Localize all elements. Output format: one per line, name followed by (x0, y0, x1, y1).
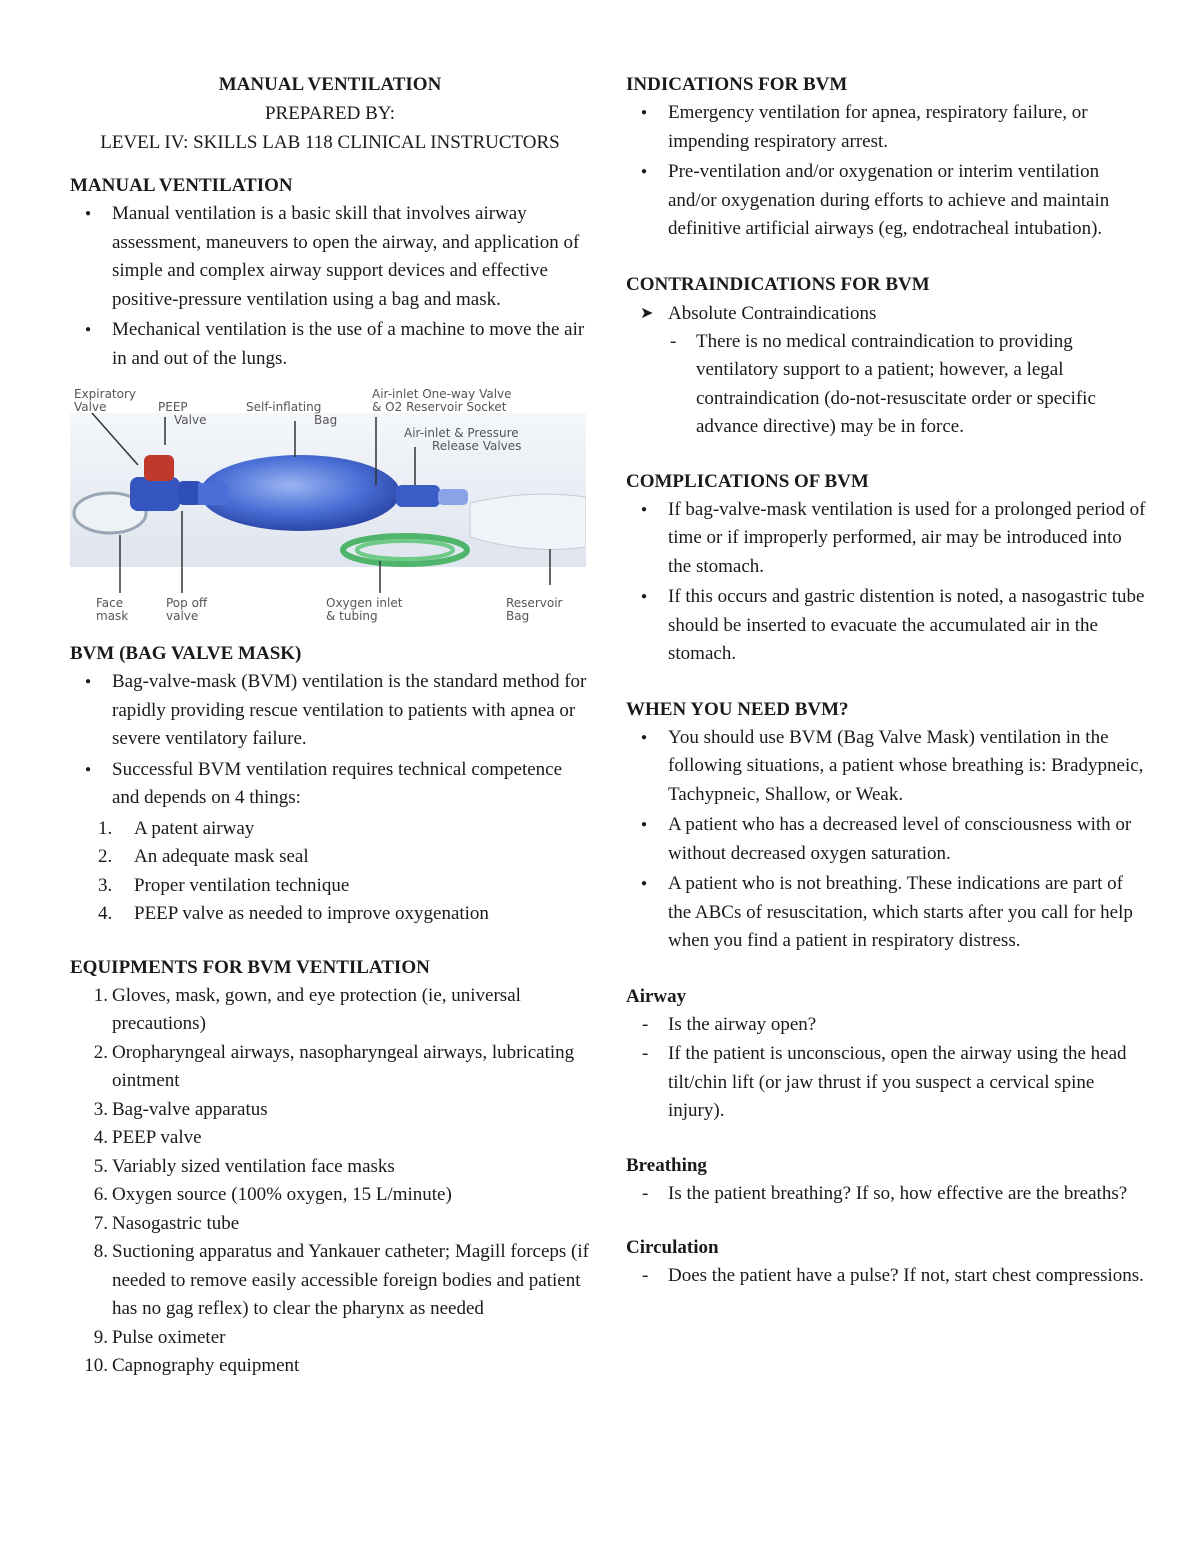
label-pop-off-valve: Pop off (166, 596, 208, 610)
list-item (93, 982, 590, 1039)
list-item (93, 1124, 590, 1153)
label-pressure-release-2: Release Valves (432, 439, 522, 453)
prepared-by: PREPARED BY: (264, 103, 396, 124)
list-item (93, 1096, 590, 1125)
list-item: - There is no medical contraindication to providing ventilatory support to a patient; however, a legal contraindication (do-not-resuscitate order or specific advance directive) may be in force. (696, 328, 1146, 442)
list-item (93, 1181, 590, 1210)
list-item: ● A patient who is not breathing. These indications are part of the ABCs of resuscitation, which starts after you call for help when you find a patient in respiratory distress. (668, 870, 1146, 956)
list-item (93, 1324, 590, 1353)
item-number: 3. (93, 1098, 108, 1120)
item-text: Nasogastric tube (112, 1212, 240, 1234)
list-item (93, 1153, 590, 1182)
item-text: An adequate mask seal (134, 846, 309, 867)
item-number: 7. (93, 1212, 108, 1234)
arrow-bullet-icon: ➤ (640, 304, 654, 322)
item-number: 4. (98, 903, 113, 924)
peep-valve-shape (144, 455, 174, 481)
list-item: ● Bag-valve-mask (BVM) ventilation is the standard method for rapidly providing rescue ventilation to patients with apnea or severe ventilatory failure. (112, 668, 590, 754)
label-expiratory-valve-2: Valve (74, 400, 107, 414)
inlet-valve-shape (396, 485, 440, 507)
circulation-list (626, 1262, 1146, 1291)
item-number: 2. (93, 1041, 108, 1063)
list-item-text: Successful BVM ventilation requires technical competence and depends on 4 things: (112, 758, 563, 808)
label-expiratory-valve: Expiratory (74, 387, 137, 401)
section-heading-complications: COMPLICATIONS OF BVM (626, 470, 869, 492)
valve-assembly-shape (130, 477, 180, 511)
item-number: 5. (93, 1155, 108, 1177)
label-face-mask: Face (96, 596, 124, 610)
item-text: Capnography equipment (112, 1355, 300, 1376)
section-heading-contraindications: CONTRAINDICATIONS FOR BVM (626, 273, 930, 295)
section-heading-circulation: Circulation (626, 1237, 719, 1258)
bvm-list (70, 668, 590, 813)
list-item (98, 900, 590, 929)
label-peep-valve-2: Valve (174, 413, 207, 427)
item-number: 8. (93, 1241, 108, 1262)
document-header (70, 70, 590, 157)
left-column (70, 70, 590, 1381)
right-column (626, 70, 1146, 1292)
contraindications-list (626, 328, 1146, 442)
bvm-diagram-svg (70, 385, 586, 625)
section-heading-indications: INDICATIONS FOR BVM (626, 74, 848, 95)
when-needed-list (626, 724, 1146, 956)
breathing-list (626, 1180, 1146, 1209)
list-item: ● If this occurs and gastric distention is noted, a nasogastric tube should be inserted to evacuate the accumulated air in the stomach. (668, 583, 1146, 669)
item-number: 1. (93, 984, 108, 1006)
item-number: 9. (93, 1326, 108, 1348)
item-text: Suctioning apparatus and Yankauer catheter; Magill forceps (if needed to remove easily accessible foreign bodies and patient has no gag reflex) to clear the pharynx as needed (112, 1241, 589, 1319)
item-number: 10. (84, 1355, 108, 1376)
section-heading-bvm: BVM (BAG VALVE MASK) (70, 643, 302, 664)
label-peep-valve: PEEP (158, 400, 188, 414)
list-item: ● Pre-ventilation and/or oxygenation or interim ventilation and/or oxygenation during efforts to achieve and maintain definitive artificial airways (eg, endotracheal intubation). (668, 158, 1146, 244)
label-oxygen-inlet-2: & tubing (326, 609, 378, 623)
list-item (98, 872, 590, 901)
item-number: 6. (93, 1184, 108, 1205)
item-text: Pulse oximeter (112, 1326, 226, 1348)
list-item (84, 1352, 590, 1381)
label-pressure-release: Air-inlet & Pressure (404, 426, 519, 440)
list-item: - If the patient is unconscious, open the airway using the head tilt/chin lift (or jaw thrust if you suspect a cervical spine injury). (668, 1040, 1146, 1126)
item-text: Proper ventilation technique (134, 874, 350, 896)
list-item (98, 843, 590, 872)
list-item: ● You should use BVM (Bag Valve Mask) ventilation in the following situations, a patient whose breathing is: Bradypneic, Tachypneic, Shallow, or Weak. (668, 724, 1146, 810)
absolute-contraindications (626, 299, 1146, 328)
list-item: ● A patient who has a decreased level of consciousness with or without decreased oxygen saturation. (668, 811, 1146, 868)
complications-list (626, 496, 1146, 669)
label-self-inflating-bag-2: Bag (314, 413, 338, 427)
label-face-mask-2: mask (96, 609, 129, 623)
list-item: ● Mechanical ventilation is the use of a machine to move the air in and out of the lungs. (112, 316, 590, 373)
item-text: Bag-valve apparatus (112, 1098, 268, 1120)
item-number: 1. (98, 817, 113, 839)
bvm-diagram (70, 385, 586, 625)
item-text: A patent airway (134, 817, 255, 839)
item-number: 3. (98, 874, 113, 896)
list-item (93, 1039, 590, 1096)
authors: LEVEL IV: SKILLS LAB 118 CLINICAL INSTRUCTORS (100, 132, 560, 153)
bvm-things-list (70, 815, 590, 929)
label-reservoir-bag: Reservoir (506, 596, 563, 610)
section-heading-equipment: EQUIPMENTS FOR BVM VENTILATION (70, 956, 430, 978)
list-item (93, 1238, 590, 1324)
label-self-inflating-bag: Self-inflating (246, 400, 322, 414)
list-item: ● If bag-valve-mask ventilation is used for a prolonged period of time or if improperly performed, air may be introduced into the stomach. (668, 496, 1146, 582)
label-oxygen-inlet: Oxygen inlet (326, 596, 403, 610)
list-item: - Is the airway open? (668, 1011, 1146, 1040)
section-heading-breathing: Breathing (626, 1154, 707, 1176)
airway-list (626, 1011, 1146, 1126)
item-number: 4. (93, 1127, 108, 1148)
list-item: ● Emergency ventilation for apnea, respiratory failure, or impending respiratory arrest. (668, 99, 1146, 156)
item-text: Gloves, mask, gown, and eye protection (ie, universal precautions) (112, 984, 521, 1034)
equipment-list (70, 982, 590, 1381)
label-pop-off-valve-2: valve (166, 609, 199, 623)
list-item: - Does the patient have a pulse? If not, start chest compressions. (668, 1262, 1146, 1291)
reservoir-bag-shape (470, 494, 586, 549)
label-air-inlet-valve: Air-inlet One-way Valve (372, 387, 512, 401)
self-inflating-bag-shape (200, 455, 400, 531)
list-item (112, 756, 590, 813)
list-item: ● Manual ventilation is a basic skill that involves airway assessment, maneuvers to open the airway, and application of simple and complex airway support devices and effective positive-pressure ventilation using a bag and mask. (112, 200, 590, 314)
item-text: Oxygen source (100% oxygen, 15 L/minute) (112, 1184, 452, 1205)
indications-list (626, 99, 1146, 244)
item-text: PEEP valve (112, 1127, 202, 1148)
label-air-inlet-valve-2: & O2 Reservoir Socket (372, 400, 507, 414)
item-text: Variably sized ventilation face masks (112, 1155, 395, 1177)
section-heading-airway: Airway (626, 985, 687, 1007)
list-item: - Is the patient breathing? If so, how effective are the breaths? (668, 1180, 1146, 1209)
section-heading-manual-ventilation: MANUAL VENTILATION (70, 175, 293, 196)
section-heading-when-needed: WHEN YOU NEED BVM? (626, 698, 849, 720)
item-number: 2. (98, 846, 113, 867)
list-item (98, 815, 590, 844)
list-item (93, 1210, 590, 1239)
absolute-contraindications-label: Absolute Contraindications (668, 302, 877, 324)
document-title: MANUAL VENTILATION (218, 74, 442, 95)
item-text: Oropharyngeal airways, nasopharyngeal airways, lubricating ointment (112, 1041, 575, 1091)
item-text: PEEP valve as needed to improve oxygenation (134, 903, 489, 924)
manual-ventilation-list (70, 200, 590, 373)
label-reservoir-bag-2: Bag (506, 609, 530, 623)
